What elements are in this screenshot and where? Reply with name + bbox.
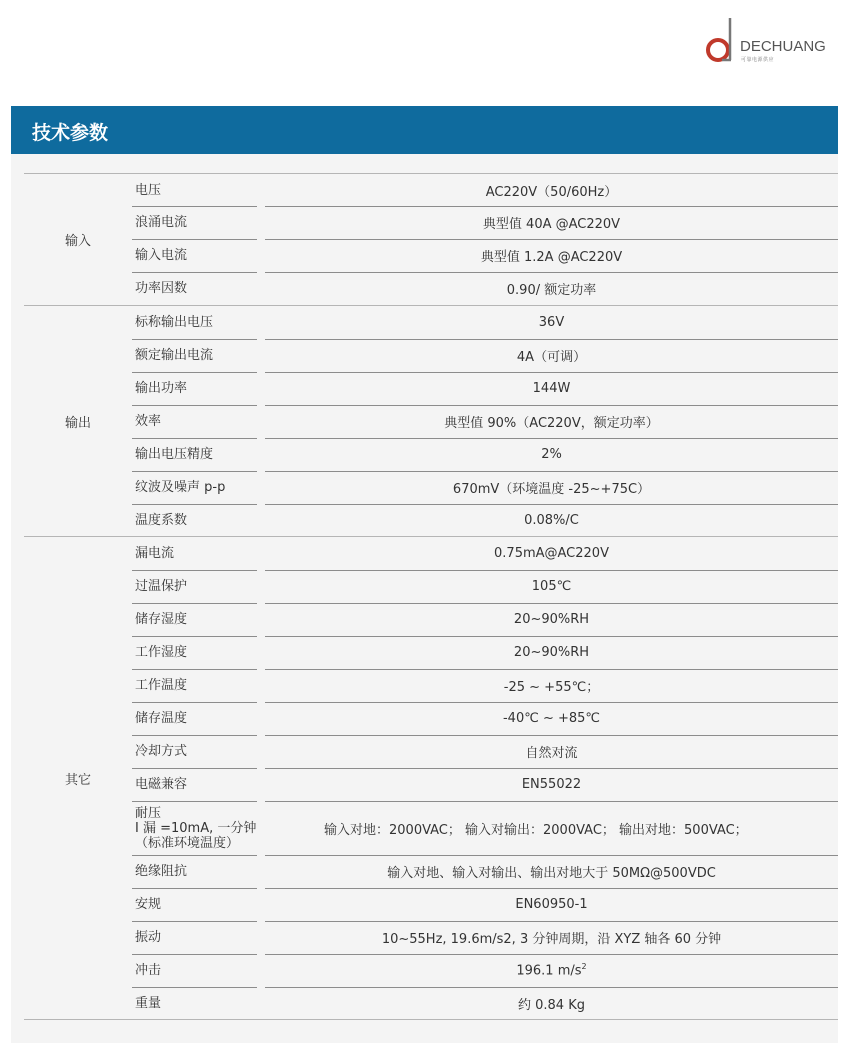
param-name: 绝缘阻抗	[135, 864, 188, 879]
table-row	[24, 954, 838, 987]
group-label: 输出	[64, 415, 91, 431]
param-name: 电压	[135, 182, 162, 198]
table-row	[24, 174, 838, 206]
param-value: 2%	[541, 447, 562, 462]
table-row	[24, 735, 838, 768]
param-value: AC220V（50/60Hz）	[485, 184, 618, 200]
param-name: 储存温度	[135, 711, 188, 726]
table-row	[24, 339, 838, 372]
param-name: 重量	[135, 995, 162, 1011]
param-value: 144W	[532, 381, 571, 396]
param-name: 额定输出电流	[135, 348, 214, 363]
table-row	[24, 206, 838, 239]
param-value: 输入对地、输入对输出、输出对地大于 50MΩ@500VDC	[387, 866, 716, 881]
table-row	[24, 537, 838, 570]
param-name: 浪涌电流	[135, 215, 188, 230]
param-name: 电磁兼容	[135, 777, 188, 792]
table-row	[24, 239, 838, 272]
param-value: 典型值 90%（AC220V，额定功率）	[444, 416, 659, 431]
table-row	[24, 669, 838, 702]
param-name: 标称输出电压	[135, 315, 214, 330]
param-name: 安规	[135, 897, 162, 912]
param-name: 功率因数	[135, 281, 188, 296]
table-row	[24, 921, 838, 954]
table-row	[24, 768, 838, 801]
param-name: 工作温度	[135, 678, 188, 693]
page-title: 技术参数	[32, 122, 109, 144]
table-row	[24, 801, 838, 855]
spec-group-input	[24, 173, 838, 305]
brand-tagline: 可靠电源供应	[741, 57, 775, 63]
table-row	[24, 504, 838, 536]
table-row	[24, 306, 838, 339]
param-name: 振动	[135, 930, 162, 945]
param-name: 储存湿度	[135, 612, 188, 627]
param-value: 20~90%RH	[513, 645, 590, 660]
param-value: 0.75mA@AC220V	[494, 546, 609, 561]
param-value: EN55022	[521, 777, 582, 792]
param-name: 纹波及噪声 p-p	[135, 480, 226, 495]
param-value: 20~90%RH	[513, 612, 590, 627]
table-row	[24, 987, 838, 1019]
table-row	[24, 570, 838, 603]
table-row	[24, 888, 838, 921]
param-value: 自然对流	[525, 746, 578, 761]
table-row	[24, 855, 838, 888]
param-name: 工作湿度	[135, 645, 188, 660]
table-row	[24, 438, 838, 471]
param-name: 输出电压精度	[135, 447, 214, 462]
param-value: 10~55Hz, 19.6m/s2, 3 分钟周期，沿 XYZ 轴各 60 分钟	[381, 932, 722, 947]
param-value: 约 0.84 Kg	[518, 997, 585, 1013]
param-value: 4A（可调）	[516, 350, 587, 365]
param-name: 冷却方式	[135, 744, 188, 759]
section-header	[11, 106, 838, 154]
param-value: 典型值 1.2A @AC220V	[480, 250, 623, 265]
param-name: 输入电流	[135, 248, 188, 263]
param-name: 漏电流	[135, 546, 175, 561]
param-value	[265, 962, 838, 978]
table-row	[24, 372, 838, 405]
param-value: -25 ~ +55℃；	[503, 680, 600, 695]
param-value: 36V	[538, 315, 565, 330]
param-name: 效率	[135, 414, 162, 429]
group-label: 输入	[64, 234, 91, 249]
spec-table	[24, 173, 838, 1020]
group-label: 其它	[64, 772, 91, 788]
param-name: 温度系数	[135, 512, 188, 528]
param-value: -40℃ ~ +85℃	[502, 711, 601, 726]
param-value: EN60950-1	[515, 897, 588, 912]
param-name: 冲击	[135, 963, 162, 978]
table-row	[24, 405, 838, 438]
table-row	[24, 603, 838, 636]
param-value: 典型值 40A @AC220V	[482, 217, 621, 232]
param-value: 0.08%/C	[524, 512, 579, 528]
brand-name: DECHUANG	[740, 38, 826, 55]
spec-group-output	[24, 305, 838, 536]
param-name: 耐压 I 漏 =10mA, 一分钟 （标准环境温度）	[135, 805, 257, 851]
table-row	[24, 636, 838, 669]
table-row	[24, 471, 838, 504]
table-row	[24, 272, 838, 305]
spec-group-other	[24, 536, 838, 1020]
table-row	[24, 702, 838, 735]
param-name: 输出功率	[135, 381, 188, 396]
param-value: 670mV（环境温度 -25~+75C）	[452, 482, 651, 497]
value-text: 196.1 m/s	[516, 963, 582, 979]
param-value: 105℃	[531, 579, 572, 594]
param-value: 输入对地：2000VAC； 输入对输出：2000VAC； 输出对地：500VAC；	[324, 822, 748, 838]
param-name: 过温保护	[135, 579, 188, 594]
value-superscript: 2	[581, 962, 587, 972]
param-value: 0.90/ 额定功率	[506, 283, 597, 298]
